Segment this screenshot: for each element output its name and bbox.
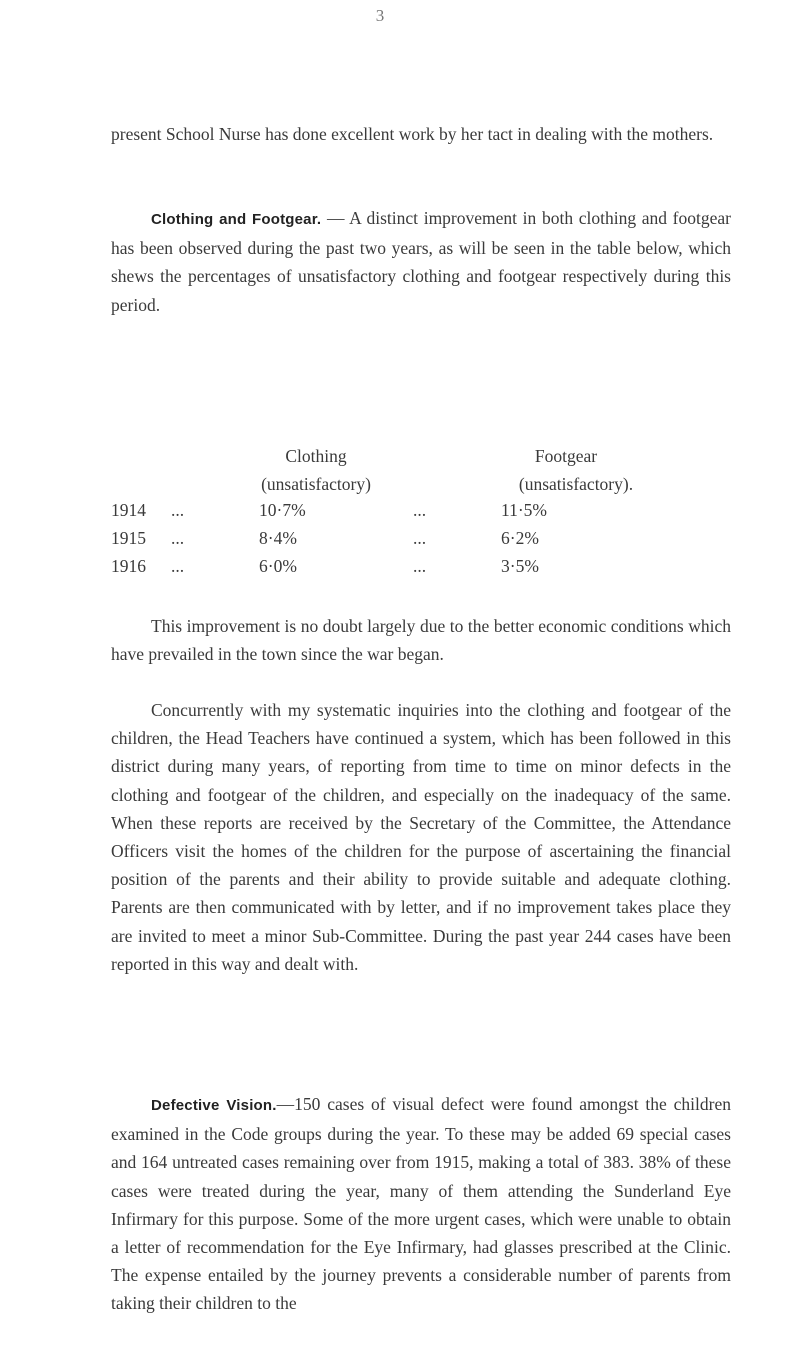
row-clothing-value: 10·7% <box>259 500 306 520</box>
row-dots: ... <box>413 500 427 520</box>
row-clothing-value: 8·4% <box>259 528 297 548</box>
row-year: 1914 <box>111 500 146 520</box>
paragraph-intro: present School Nurse has done excellent work by her tact in dealing with the mothers. <box>111 124 714 144</box>
row-dots: ... <box>413 556 427 576</box>
table-row <box>111 500 731 528</box>
row-footgear-value: 3·5% <box>501 556 539 576</box>
col-footgear-subtitle: (unsatisfactory). <box>518 474 634 494</box>
row-dots: ... <box>171 500 185 520</box>
page-number: 3 <box>375 6 385 25</box>
vision-text: —150 cases of visual defect were found amongst the children examined in the Code groups during the year. To these may be added 69 special cases and 164 untreated cases remaining over from 1915, making a total of 383. 38% of these cases were treated during the year, many of them attending the Sunderland Eye Infirmary for this purpose. Some of the more urgent cases, which were unable to obtain a letter of recommendation for the Eye Infirmary, had glasses prescribed at the Clinic. The expense entailed by the journey prevents a considerable number of parents from taking their children to the <box>111 1094 731 1314</box>
paragraph-clothing <box>111 204 731 319</box>
section-heading-vision: Defective Vision. <box>151 1097 277 1114</box>
paragraph-improvement: This improvement is no doubt largely due to the better economic conditions which have prevailed in the town since the war began. <box>111 616 731 665</box>
col-footgear-title: Footgear <box>534 446 598 466</box>
row-year: 1915 <box>111 528 146 548</box>
row-footgear-value: 6·2% <box>501 528 539 548</box>
clothing-text: — A distinct improvement in both clothing and footgear has been observed during the past two years, as will be seen in the table below, which shews the percentages of unsatisfactory clothing and footgear respectively during this period. <box>111 208 731 315</box>
paragraph-defective-vision <box>111 1090 731 1318</box>
row-dots: ... <box>171 528 185 548</box>
row-clothing-value: 6·0% <box>259 556 297 576</box>
paragraph-concurrently: Concurrently with my systematic inquiries into the clothing and footgear of the children, the Head Teachers have continued a system, which has been followed in this district during many years, of reporting from time to time on minor defects in the clothing and footgear of the children, and especially on the inadequacy of the same. When these reports are received by the Secretary of the Committee, the Attendance Officers visit the homes of the children for the purpose of ascertaining the financial position of the parents and their ability to provide suitable and adequate clothing. Parents are then communicated with by letter, and if no improvement takes place they are invited to meet a minor Sub-Committee. During the past year 244 cases have been reported in this way and dealt with. <box>111 700 731 974</box>
col-clothing-title: Clothing <box>285 446 347 466</box>
row-dots: ... <box>413 528 427 548</box>
col-clothing-subtitle: (unsatisfactory) <box>261 474 371 494</box>
table-row <box>111 556 731 584</box>
row-footgear-value: 11·5% <box>501 500 548 520</box>
row-dots: ... <box>171 556 185 576</box>
section-heading-clothing: Clothing and Footgear. <box>151 211 322 228</box>
table-row <box>111 528 731 556</box>
row-year: 1916 <box>111 556 146 576</box>
